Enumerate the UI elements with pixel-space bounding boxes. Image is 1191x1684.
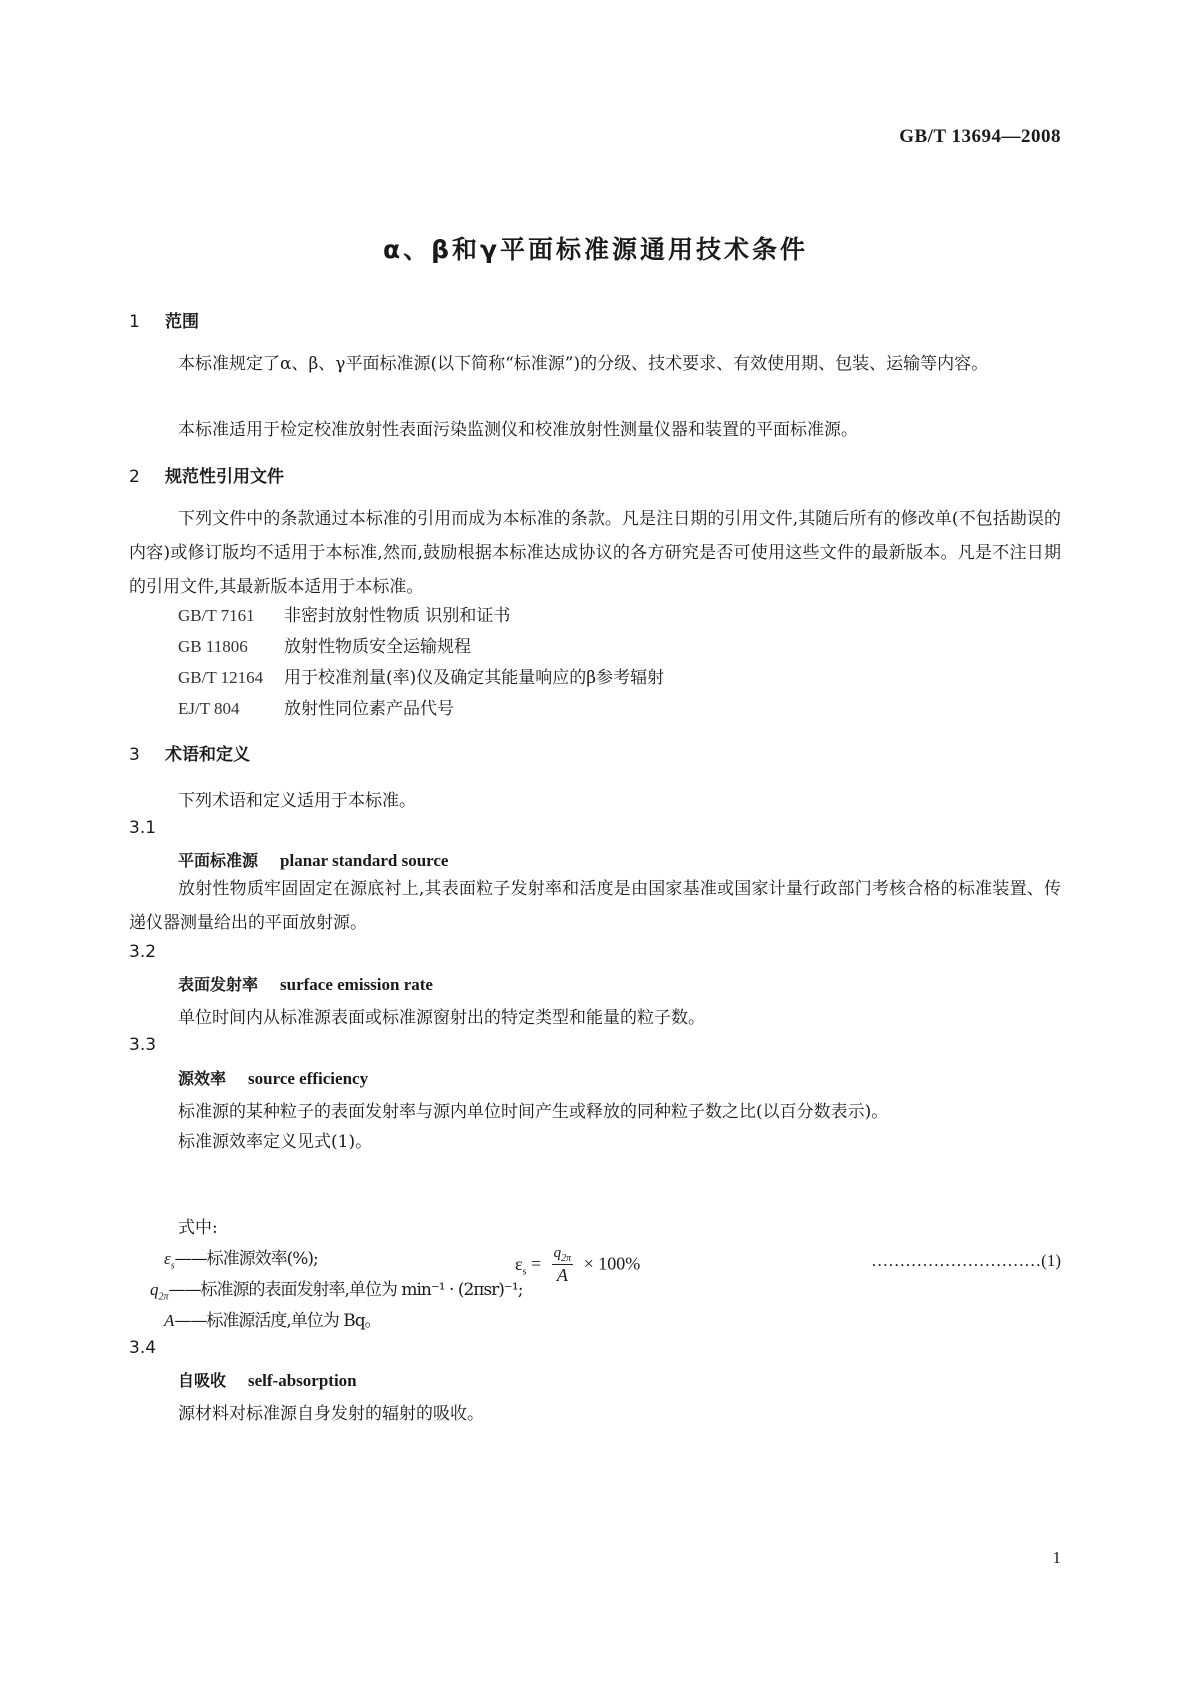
reference-code: EJ/T 804 xyxy=(178,699,240,718)
clause-number: 3.1 xyxy=(129,818,157,838)
term-heading xyxy=(178,1368,357,1391)
section-3-intro: 下列术语和定义适用于本标准。 xyxy=(178,791,416,811)
term-definition: 单位时间内从标准源表面或标准源窗射出的特定类型和能量的粒子数。 xyxy=(178,1008,705,1028)
where-text: ——标准源活度,单位为 Bq。 xyxy=(174,1311,381,1331)
term-en: surface emission rate xyxy=(280,975,433,994)
formula-equals: = xyxy=(530,1253,542,1274)
section-number: 2 xyxy=(129,467,140,487)
reference-code: GB/T 12164 xyxy=(178,668,264,687)
where-item xyxy=(164,1244,318,1271)
section-1-heading xyxy=(129,307,199,332)
reference-title: 放射性同位素产品代号 xyxy=(284,699,454,719)
term-heading xyxy=(178,1066,368,1089)
page-number: 1 xyxy=(1052,1548,1061,1567)
section-1-paragraph-2: 本标准适用于检定校准放射性表面污染监测仪和校准放射性测量仪器和装置的平面标准源。 xyxy=(178,420,858,440)
term-definition: 标准源效率定义见式(1)。 xyxy=(178,1132,373,1152)
formula-lhs: $\varepsilon_s$ xyxy=(515,1253,527,1278)
standard-code: GB/T 13694—2008 xyxy=(899,126,1061,147)
term-en: source efficiency xyxy=(248,1069,369,1088)
where-symbol: $\varepsilon_s$ xyxy=(164,1249,175,1272)
where-text: ——标准源的表面发射率,单位为 min⁻¹ · (2πsr)⁻¹; xyxy=(168,1280,523,1300)
formula-fraction xyxy=(552,1245,574,1286)
clause-number: 3.2 xyxy=(129,942,157,962)
term-definition: 标准源的某种粒子的表面发射率与源内单位时间产生或释放的同种粒子数之比(以百分数表示)。 xyxy=(178,1102,889,1122)
where-text: ——标准源效率(%); xyxy=(174,1249,318,1269)
where-symbol: $q_{2\pi}$ xyxy=(150,1280,169,1303)
section-title: 术语和定义 xyxy=(165,745,250,765)
formula-number: …………………………(1) xyxy=(871,1251,1061,1270)
term-definition: 放射性物质牢固固定在源底衬上,其表面粒子发射率和活度是由国家基准或国家计量行政部门考核合格的标准装置、传递仪器测量给出的平面放射源。 xyxy=(129,879,1061,933)
where-symbol: A xyxy=(164,1311,175,1330)
reference-title: 用于校准剂量(率)仪及确定其能量响应的β参考辐射 xyxy=(284,668,665,688)
section-2-paragraph: 下列文件中的条款通过本标准的引用而成为本标准的条款。凡是注日期的引用文件,其随后所有的修改单(不包括勘误的内容)或修订版均不适用于本标准,然而,鼓励根据本标准达成协议的各方研究是否可使用这些文件的最新版本。凡是不注日期的引用文件,其最新版本适用于本标准。 xyxy=(129,509,1061,597)
where-item xyxy=(164,1306,381,1331)
section-1-paragraph-1: 本标准规定了α、β、γ平面标准源(以下简称“标准源”)的分级、技术要求、有效使用期、包装、运输等内容。 xyxy=(178,354,989,374)
term-en: planar standard source xyxy=(280,851,449,870)
clause-number: 3.3 xyxy=(129,1035,157,1055)
term-heading xyxy=(178,848,448,871)
section-title: 范围 xyxy=(165,312,199,332)
term-zh: 平面标准源 xyxy=(178,851,259,870)
reference-title: 放射性物质安全运输规程 xyxy=(284,637,471,657)
reference-item xyxy=(178,601,510,626)
reference-item xyxy=(178,663,664,688)
reference-item xyxy=(178,632,471,657)
where-label: 式中: xyxy=(178,1218,218,1238)
reference-code: GB/T 7161 xyxy=(178,606,255,625)
where-item xyxy=(150,1275,522,1302)
section-title: 规范性引用文件 xyxy=(165,467,284,487)
document-title: α、β和γ平面标准源通用技术条件 xyxy=(382,235,809,264)
section-2-heading xyxy=(129,462,284,487)
formula-numerator: $q_{2\pi}$ xyxy=(553,1245,572,1264)
term-heading xyxy=(178,972,433,995)
reference-title: 非密封放射性物质 识别和证书 xyxy=(284,606,511,626)
term-zh: 表面发射率 xyxy=(178,975,259,994)
term-zh: 自吸收 xyxy=(178,1371,227,1390)
formula-denominator: A xyxy=(556,1265,568,1285)
section-3-heading xyxy=(129,740,250,765)
formula xyxy=(515,1245,640,1286)
reference-item xyxy=(178,694,454,719)
term-en: self-absorption xyxy=(248,1371,357,1390)
formula-rhs: × 100% xyxy=(583,1253,641,1274)
term-zh: 源效率 xyxy=(178,1069,227,1088)
clause-number: 3.4 xyxy=(129,1338,157,1358)
section-number: 1 xyxy=(129,312,140,332)
reference-code: GB 11806 xyxy=(178,637,248,656)
term-definition: 源材料对标准源自身发射的辐射的吸收。 xyxy=(178,1404,484,1424)
section-number: 3 xyxy=(129,745,140,765)
